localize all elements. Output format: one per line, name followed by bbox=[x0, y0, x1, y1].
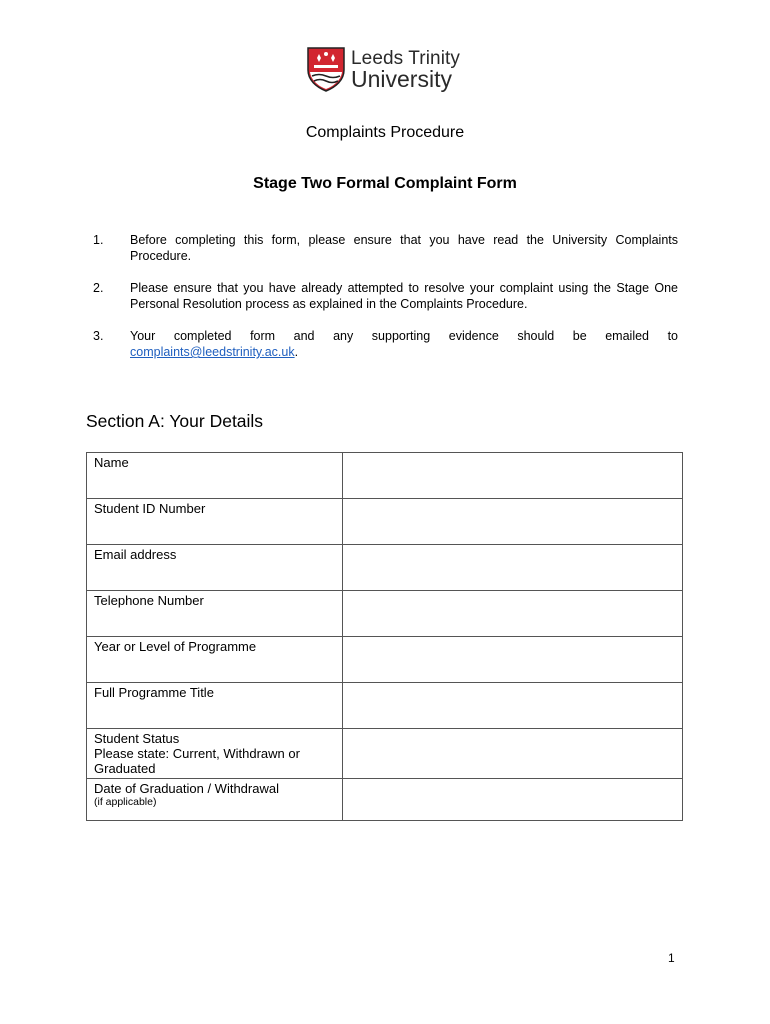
telephone-field[interactable] bbox=[343, 591, 683, 637]
section-a-heading: Section A: Your Details bbox=[86, 411, 264, 431]
list-text: Please ensure that you have already attempted to resolve your complaint using the Stage One Personal Resolution process as explained in the Complaints Procedure. bbox=[130, 281, 678, 311]
logo-line-2: University bbox=[351, 66, 452, 92]
table-row bbox=[87, 499, 683, 545]
intro-list bbox=[93, 232, 678, 376]
table-row bbox=[87, 729, 683, 779]
page-number: 1 bbox=[668, 951, 675, 965]
table-row bbox=[87, 683, 683, 729]
table-row bbox=[87, 779, 683, 821]
list-item bbox=[93, 232, 678, 264]
table-row bbox=[87, 545, 683, 591]
table-row bbox=[87, 637, 683, 683]
programme-title-field[interactable] bbox=[343, 683, 683, 729]
student-id-field[interactable] bbox=[343, 499, 683, 545]
row-label: Telephone Number bbox=[87, 591, 343, 637]
university-logo bbox=[306, 46, 466, 94]
logo-line-1: Leeds Trinity bbox=[351, 48, 461, 69]
row-label-main: Date of Graduation / Withdrawal bbox=[94, 781, 279, 796]
graduation-date-field[interactable] bbox=[343, 779, 683, 821]
row-label-main: Student Status bbox=[94, 731, 180, 746]
row-label: Student ID Number bbox=[87, 499, 343, 545]
list-number: 3. bbox=[93, 329, 104, 343]
student-status-field[interactable] bbox=[343, 729, 683, 779]
row-label: Year or Level of Programme bbox=[87, 637, 343, 683]
list-text: Before completing this form, please ensure that you have read the University Complaints Procedure. bbox=[130, 233, 678, 263]
year-level-field[interactable] bbox=[343, 637, 683, 683]
table-row bbox=[87, 453, 683, 499]
row-label: Full Programme Title bbox=[87, 683, 343, 729]
list-number: 1. bbox=[93, 233, 104, 247]
list-text bbox=[130, 328, 678, 360]
row-label bbox=[87, 779, 343, 821]
row-label-note: (if applicable) bbox=[94, 796, 157, 808]
form-title: Stage Two Formal Complaint Form bbox=[253, 175, 517, 192]
email-link[interactable]: complaints@leedstrinity.ac.uk bbox=[130, 345, 295, 359]
details-table bbox=[86, 452, 683, 821]
crest-icon bbox=[306, 46, 346, 92]
name-field[interactable] bbox=[343, 453, 683, 499]
list-item bbox=[93, 280, 678, 312]
list-text-before: Your completed form and any supporting evidence should be emailed to bbox=[130, 329, 678, 343]
list-number: 2. bbox=[93, 281, 104, 295]
row-label bbox=[87, 729, 343, 779]
row-label: Name bbox=[87, 453, 343, 499]
list-item bbox=[93, 328, 678, 360]
table-row bbox=[87, 591, 683, 637]
row-label: Email address bbox=[87, 545, 343, 591]
procedure-title: Complaints Procedure bbox=[305, 124, 465, 141]
row-label-sub: Please state: Current, Withdrawn or Graduated bbox=[94, 746, 300, 776]
list-text-after: . bbox=[294, 345, 299, 359]
email-field[interactable] bbox=[343, 545, 683, 591]
